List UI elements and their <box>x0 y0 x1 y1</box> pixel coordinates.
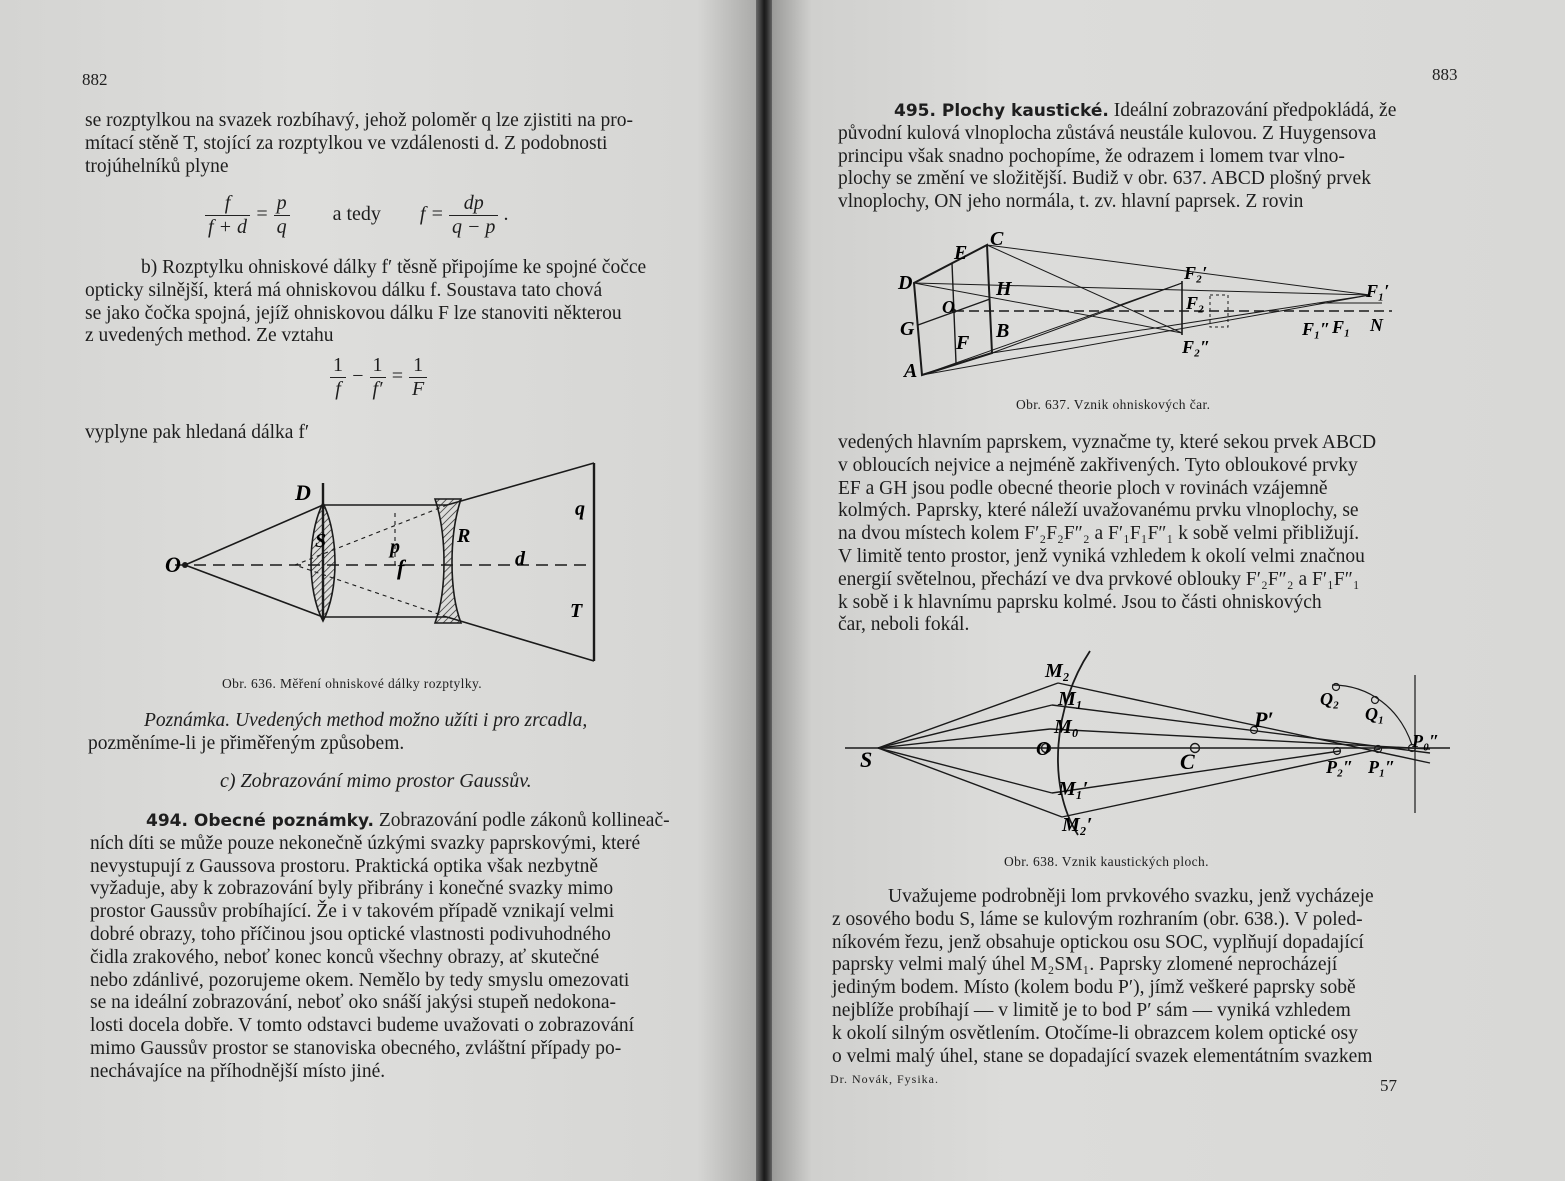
converging-lens <box>311 503 335 621</box>
point-o <box>182 562 188 568</box>
text-line: k okolí silným osvětlením. Otočíme-li obrazcem kolem optické osy <box>832 1022 1358 1044</box>
text-line: vlnoplochy, ON jeho normála, t. zv. hlavní paprsek. Z rovin <box>838 191 1304 213</box>
text-line: se rozptylkou na svazek rozbíhavý, jehož poloměr q lze zjistiti na pro- <box>85 110 633 131</box>
incident-ray <box>878 705 1052 748</box>
incident-ray <box>878 748 1062 817</box>
label-o: O <box>165 552 181 577</box>
text-line: na dvou místech kolem F′₂F₂F″₂ a F′₁F₁F″₁ k sobě velmi přibližují. <box>838 523 1360 545</box>
label-r: R <box>457 525 471 547</box>
label-f1-prime: F₁′ <box>1366 281 1390 301</box>
section-c-heading: c) Zobrazování mimo prostor Gaussův. <box>220 770 532 792</box>
label-t: T <box>570 600 583 622</box>
text-line: opticky silnější, která má ohniskovou dálku f. Soustava tato chová <box>85 279 603 301</box>
label-s: S <box>315 530 327 552</box>
label-f: f <box>397 555 405 580</box>
note-paragraph <box>88 710 706 756</box>
text-line: čar, neboli fokál. <box>838 614 970 636</box>
text-line: b) Rozptylku ohniskové dálky f′ těsně připojíme ke spojné čočce <box>141 257 647 278</box>
figure-637-caption: Obr. 637. Vznik ohniskových čar. <box>1016 397 1211 412</box>
text-line: Poznámka. Uvedených method možno užíti i pro zrcadla, <box>144 710 588 731</box>
text-line: plochy se změní ve složitější. Budiž v obr. 637. ABCD plošný prvek <box>838 168 1371 190</box>
text-line: vyžaduje, aby k zobrazování byly přibrány i konečné svazky mimo <box>90 878 614 900</box>
label-q1: Q₁ <box>1365 704 1385 724</box>
text-line: energií světelnou, přechází ve dva prvkové oblouky F′₂F″₂ a F′₁F″₁ <box>838 568 1360 590</box>
text-line: níkovém řezu, jenž obsahuje optickou osu SOC, vyplňují dopadající <box>832 931 1364 953</box>
label-c: C <box>990 228 1004 250</box>
label-m1: M₁ <box>1058 688 1083 710</box>
label-e: E <box>954 242 968 264</box>
text-line: EF a GH jsou podle obecné theorie ploch v rovinách vzájemně <box>838 477 1328 499</box>
ray <box>992 283 1182 353</box>
text-line: dobré obrazy, toho příčinou jsou optické vlastnosti podivuhodného <box>90 923 611 945</box>
text-line: trojúhelníků plyne <box>85 155 229 177</box>
equation-2: $\frac{1}{f}$ − $\frac{1}{f'}$ = $\frac{1}{F}$ <box>330 354 427 401</box>
label-d: D <box>898 272 913 294</box>
text-line: V limitě tento prostor, jenž vyniká vzhledem k okolí velmi značnou <box>838 545 1365 567</box>
text-line: z osového bodu S, láme se kulovým rozhraním (obr. 638.). V poled- <box>832 908 1363 930</box>
fraction: $\frac{dp}{q - p}$ <box>449 192 499 239</box>
figure-638 <box>840 645 1460 845</box>
text-line: nejblíže probíhají — v limitě je to bod P′ sám — vyniká vzhledem <box>832 999 1351 1021</box>
left-page <box>0 0 758 1181</box>
label-n: N <box>1370 315 1383 335</box>
figure-636-caption: Obr. 636. Měření ohniskové dálky rozptylky. <box>222 676 483 691</box>
refracted-ray <box>1050 729 1430 749</box>
ray <box>185 505 323 565</box>
text-line: principu však snadno pochopíme, že odrazem i lomem tvar vlno- <box>838 145 1345 167</box>
ray <box>447 463 594 505</box>
refracted-ray <box>1052 751 1340 793</box>
label-c: C <box>1180 749 1195 774</box>
label-p1: P₁″ <box>1368 757 1396 777</box>
text-line: původní kulová vlnoplocha zůstává neustále kulovou. Z Huygensova <box>838 122 1377 144</box>
fraction: $\frac{p}{q}$ <box>274 192 290 239</box>
label-m2-prime: M₂′ <box>1062 814 1093 836</box>
label-p: p <box>390 536 400 558</box>
label-p-prime: P′ <box>1254 707 1274 732</box>
label-f1-double: F₁″ <box>1302 319 1331 339</box>
ray <box>987 245 1370 295</box>
ray <box>922 283 1182 375</box>
label-f: F <box>956 332 970 354</box>
incident-ray <box>878 748 1052 793</box>
label-m1-prime: M₁′ <box>1058 778 1089 800</box>
footer-author: Dr. Novák, Fysika. <box>830 1072 939 1086</box>
text-line: 494. Obecné poznámky. Zobrazování podle zákonů kollineač- <box>146 810 670 831</box>
text-line: ních díti se může pouze nekonečně úzkými svazky paprskovými, které <box>90 832 641 854</box>
text-line: k sobě i k hlavnímu paprsku kolmé. Jsou to části ohniskových <box>838 591 1322 613</box>
diverging-lens <box>435 499 461 623</box>
text-line: kolmých. Paprsky, které náleží uvažovanému prvku vlnoplochy, se <box>838 500 1359 522</box>
label-m2: M₂ <box>1045 660 1070 682</box>
ray <box>185 565 323 617</box>
label-d: D <box>295 480 311 505</box>
text-line: jediným bodem. Místo (kolem bodu P′), jímž veškeré paprsky sobě <box>832 977 1356 999</box>
label-o: O <box>942 297 955 317</box>
text-line: v obloucích nejvice a nejméně zakřivených. Tyto obloukové prvky <box>838 454 1358 476</box>
section-495-heading: 495. Plochy kaustické. <box>894 101 1109 121</box>
label-m0: M₀ <box>1054 716 1079 738</box>
paragraph-2 <box>85 257 706 348</box>
text-line: nebo zdánlivé, pozorujeme okem. Nemělo by tedy smyslu omezovati <box>90 969 630 991</box>
figure-636 <box>165 455 615 665</box>
text-line: z uvedených method. Ze vztahu <box>85 325 334 347</box>
label-f2: F₂ <box>1186 293 1205 313</box>
figure-637 <box>892 225 1422 390</box>
label-h: H <box>996 278 1012 300</box>
figure-638-caption: Obr. 638. Vznik kaustických ploch. <box>1004 854 1209 869</box>
label-o: O <box>1036 738 1051 760</box>
label-g: G <box>900 318 915 340</box>
label-p2: P₂″ <box>1326 757 1354 777</box>
label-q2: Q₂ <box>1320 689 1340 709</box>
fraction: $\frac{f}{f + d}$ <box>205 192 250 239</box>
right-page <box>772 0 1565 1181</box>
page-number: 883 <box>1432 65 1458 84</box>
text-line: nechávajíce na příhodnější místo jiné. <box>90 1060 386 1082</box>
paragraph-1 <box>85 110 706 178</box>
paragraph-last <box>832 886 1456 1068</box>
label-q: q <box>575 498 585 520</box>
text-line: prostor Gaussův probíhající. Že i v takovém případě vznikají velmi <box>90 901 615 923</box>
ray <box>914 283 1370 295</box>
paragraph-3: vyplyne pak hledaná dálka f′ <box>85 422 310 443</box>
label-s: S <box>860 747 873 772</box>
label-f2-double: F₂″ <box>1182 337 1211 357</box>
label-f2-prime: F₂′ <box>1184 263 1208 283</box>
equation-1: $\frac{f}{f + d}$ = $\frac{p}{q}$ a tedy f = $\frac{dp}{q - p}$ . <box>205 192 508 239</box>
fraction: $\frac{1}{f'}$ <box>370 354 386 401</box>
label-f1: F₁ <box>1332 317 1351 337</box>
text-line: losti docela dobře. V tomto odstavci budeme uvažovati o zobrazování <box>90 1015 635 1037</box>
text-line: paprsky velmi malý úhel M₂SM₁. Paprsky zlomené neprocházejí <box>832 954 1338 976</box>
text-line: čidla zrakového, neboť konec konců všechny obrazy, ať skutečné <box>90 946 600 968</box>
text-line: o velmi malý úhel, stane se dopadající svazek elementátním svazkem <box>832 1045 1373 1067</box>
text-line: mítací stěně T, stojící za rozptylkou ve vzdálenosti d. Z podobnosti <box>85 132 608 154</box>
section-495 <box>838 100 1460 214</box>
text-line: Uvažujeme podrobněji lom prvkového svazku, jenž vycházeje <box>888 886 1374 907</box>
footer-sheet-number: 57 <box>1380 1076 1397 1095</box>
text-line: vedených hlavním paprskem, vyznačme ty, které sekou prvek ABCD <box>838 432 1377 453</box>
text-line: se jako čočka spojná, jejíž ohniskovou dálku F lze stanoviti některou <box>85 302 622 324</box>
label-distance-d: d <box>515 548 525 570</box>
fraction: $\frac{1}{f}$ <box>330 354 346 401</box>
text-line: se na ideální zobrazování, neboť oko snáší jakýsi stupeň nedokona- <box>90 992 617 1014</box>
label-a: A <box>904 360 918 382</box>
fraction: $\frac{1}{F}$ <box>409 354 427 401</box>
paragraph-after-637 <box>838 432 1460 637</box>
label-p0: P₀″ <box>1412 731 1440 751</box>
section-494 <box>90 810 708 1084</box>
text-line: 495. Plochy kaustické. Ideální zobrazování předpokládá, že <box>894 100 1397 121</box>
text-line: pozměníme-li je přiměřeným způsobem. <box>88 732 405 754</box>
ray <box>447 617 594 661</box>
text-line: mimo Gaussův prostor se stanoviska obecného, zvláštní případy po- <box>90 1037 622 1059</box>
label-b: B <box>996 320 1010 342</box>
text-line: nevystupují z Gaussova prostoru. Praktická optika však nezbytně <box>90 855 598 877</box>
section-494-heading: 494. Obecné poznámky. <box>146 811 374 831</box>
page-number: 882 <box>82 70 108 89</box>
